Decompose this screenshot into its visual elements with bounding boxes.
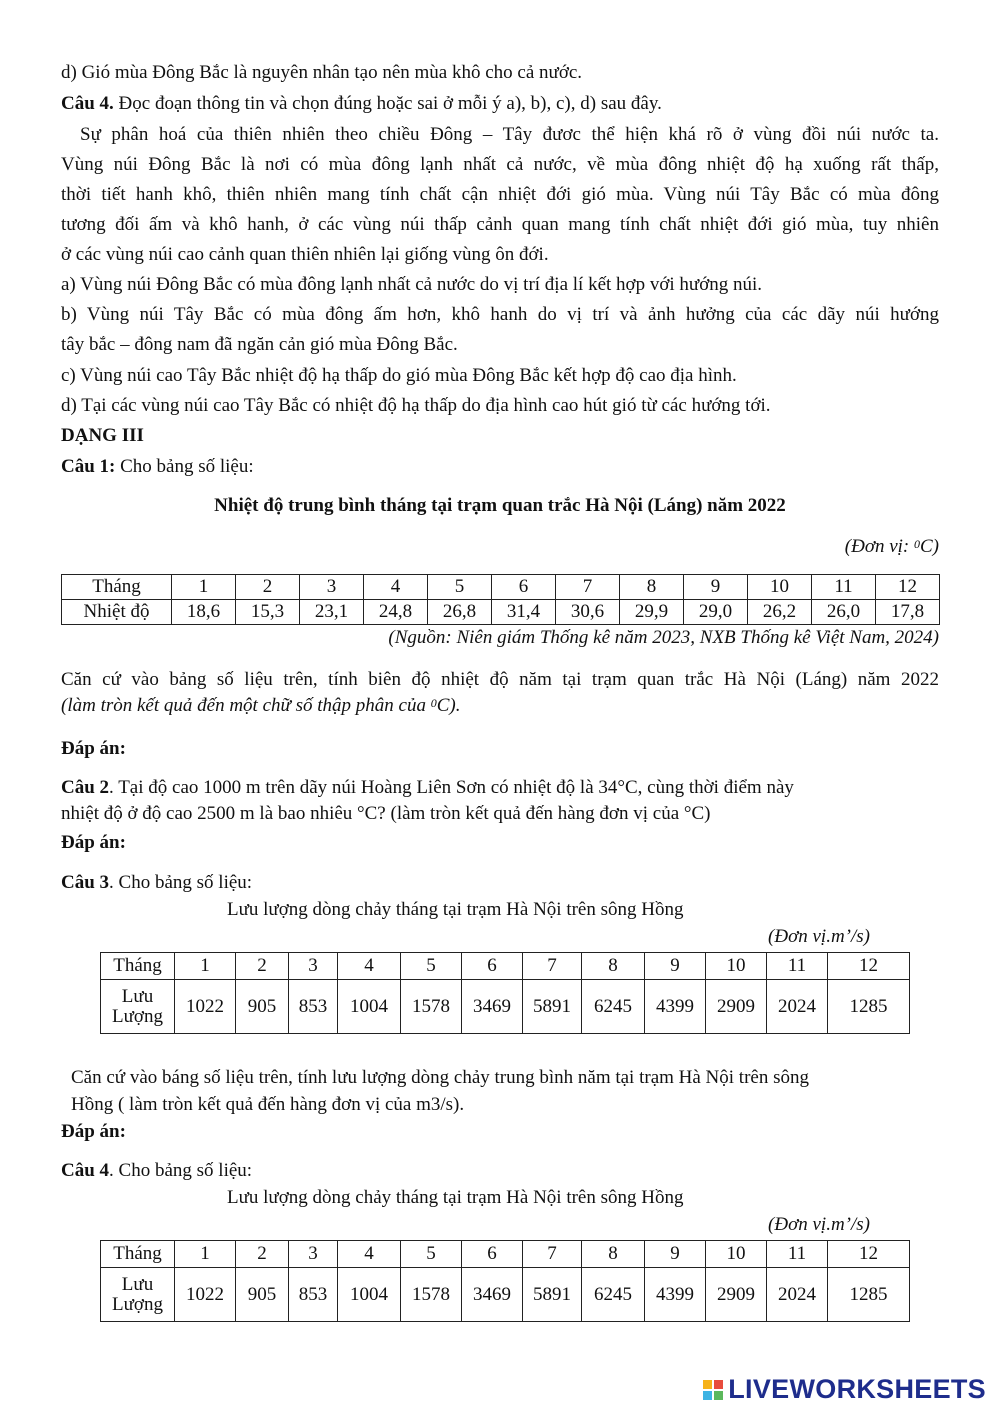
table-4-value: 2909	[706, 1268, 767, 1322]
question-4-label: Câu 4.	[61, 93, 114, 114]
question-4b-intro: . Cho bảng số liệu:	[109, 1160, 253, 1181]
question-1-text-sup: 0	[430, 696, 437, 710]
paragraph-line-1: Sự phân hoá của thiên nhiên theo chiều Đông – Tây đươc thể hiện khá rõ ở vùng đồi núi nước ta.	[80, 124, 939, 145]
table-1-title: Nhiệt độ trung bình tháng tại trạm quan trắc Hà Nội (Láng) năm 2022	[214, 495, 786, 516]
table-4-month: 2	[236, 1241, 289, 1268]
table-4-value: 1578	[401, 1268, 462, 1322]
table-4-month: 10	[706, 1241, 767, 1268]
table-1-month: 7	[556, 575, 620, 600]
table-1-source: (Nguồn: Niên giám Thống kê năm 2023, NXB Thống kê Việt Nam, 2024)	[388, 627, 939, 648]
table-3-title: Lưu lượng dòng chảy tháng tại trạm Hà Nội trên sông Hồng	[227, 899, 684, 920]
question-2-line-2: nhiệt độ ở độ cao 2500 m là bao nhiêu °C? (làm tròn kết quả đến hàng đơn vị của °C)	[61, 803, 711, 824]
table-4-header-row	[101, 1241, 910, 1268]
table-3-unit: (Đơn vị.m’/s)	[768, 926, 870, 947]
table-4-month: 7	[523, 1241, 582, 1268]
table-4-month: 9	[645, 1241, 706, 1268]
question-1-answer-label: Đáp án:	[61, 738, 126, 759]
table-4-row-label-2: Lượng	[112, 1293, 163, 1315]
question-2-line-1	[61, 777, 794, 799]
table-1-value: 18,6	[172, 600, 236, 625]
question-3-intro: . Cho bảng số liệu:	[109, 872, 253, 893]
table-1-month: 2	[236, 575, 300, 600]
table-3-month: 1	[175, 953, 236, 980]
table-1-month: 12	[876, 575, 940, 600]
table-3-value: 4399	[645, 980, 706, 1034]
table-3-value: 905	[236, 980, 289, 1034]
table-3-value: 2909	[706, 980, 767, 1034]
table-1-month: 9	[684, 575, 748, 600]
table-1-month: 3	[300, 575, 364, 600]
table-3-month: 4	[338, 953, 401, 980]
table-3-value: 6245	[582, 980, 645, 1034]
question-2-label: Câu 2	[61, 777, 110, 798]
question-1-heading	[61, 456, 254, 478]
table-4-row-label-1: Lưu	[121, 1273, 154, 1295]
table-3-value: 1285	[828, 980, 910, 1034]
question-2-answer-label: Đáp án:	[61, 832, 126, 853]
question-4-heading	[61, 93, 662, 115]
table-1-month: 8	[620, 575, 684, 600]
question-3-heading	[61, 872, 252, 894]
table-4-month: 4	[338, 1241, 401, 1268]
table-3-value-row	[101, 980, 910, 1034]
temperature-table	[61, 574, 940, 625]
logo-mark-icon	[703, 1380, 723, 1400]
table-1-unit-prefix: (Đơn vị:	[844, 536, 914, 557]
table-3-row-label-1: Lưu	[121, 985, 154, 1007]
logo-square	[714, 1380, 723, 1389]
question-4-instruction: Đọc đoạn thông tin và chọn đúng hoặc sai ở mỗi ý a), b), c), d) sau đây.	[113, 93, 662, 114]
table-1-value: 15,3	[236, 600, 300, 625]
table-4-value: 1285	[828, 1268, 910, 1322]
liveworksheets-logo[interactable]	[703, 1374, 986, 1405]
table-1-value: 23,1	[300, 600, 364, 625]
table-1-value: 31,4	[492, 600, 556, 625]
table-1-unit-suffix: C)	[920, 536, 939, 557]
table-3-month: 10	[706, 953, 767, 980]
table-3-value: 3469	[462, 980, 523, 1034]
table-1-row-label: Nhiệt độ	[62, 600, 172, 625]
table-3-month: 9	[645, 953, 706, 980]
table-1-month: 1	[172, 575, 236, 600]
table-3-month: 5	[401, 953, 462, 980]
table-4-value-row	[101, 1268, 910, 1322]
table-4-value: 2024	[767, 1268, 828, 1322]
table-1-unit	[845, 536, 939, 558]
table-3-value: 1578	[401, 980, 462, 1034]
table-3-month: 8	[582, 953, 645, 980]
flow-table-q3	[100, 952, 910, 1034]
question-1-text-2b: C).	[436, 695, 461, 716]
table-4-value: 905	[236, 1268, 289, 1322]
table-1-value: 29,9	[620, 600, 684, 625]
table-1-month: 4	[364, 575, 428, 600]
table-3-value: 1022	[175, 980, 236, 1034]
table-1-header-label: Tháng	[62, 575, 172, 600]
question-3-text-line-1: Căn cứ vào báng số liệu trên, tính lưu lượng dòng chảy trung bình năm tại trạm Hà Nội trên sông	[71, 1067, 809, 1088]
table-1-unit-sup: 0	[914, 537, 920, 551]
table-3-header-label: Tháng	[101, 953, 175, 980]
table-4-value: 6245	[582, 1268, 645, 1322]
table-4-month: 3	[289, 1241, 338, 1268]
flow-table-q4	[100, 1240, 910, 1322]
option-d-prev: d) Gió mùa Đông Bắc là nguyên nhân tạo nên mùa khô cho cả nước.	[61, 62, 583, 83]
statement-c: c) Vùng núi cao Tây Bắc nhiệt độ hạ thấp do gió mùa Đông Bắc kết hợp độ cao địa hình.	[61, 365, 737, 386]
paragraph-line-4: tương đối ấm và khô hanh, ở các vùng núi thấp cảnh quan mang tính chất nhiệt đới gió mùa, tuy nhiên	[61, 214, 939, 235]
table-4-header-label: Tháng	[101, 1241, 175, 1268]
table-3-value: 853	[289, 980, 338, 1034]
question-1-label: Câu 1:	[61, 456, 116, 477]
question-1-text-line-2	[61, 695, 460, 717]
logo-square	[703, 1391, 712, 1400]
table-3-month: 3	[289, 953, 338, 980]
logo-square	[703, 1380, 712, 1389]
table-1-month: 6	[492, 575, 556, 600]
table-1-value: 26,2	[748, 600, 812, 625]
logo-text: LIVEWORKSHEETS	[728, 1374, 986, 1404]
table-1-header-row	[62, 575, 940, 600]
table-4-month: 1	[175, 1241, 236, 1268]
table-4-unit: (Đơn vị.m’/s)	[768, 1214, 870, 1235]
table-1-value: 26,0	[812, 600, 876, 625]
statement-d: d) Tại các vùng núi cao Tây Bắc có nhiệt độ hạ thấp do địa hình cao hút gió từ các hướng tới.	[61, 395, 771, 416]
table-1-value: 30,6	[556, 600, 620, 625]
table-3-header-row	[101, 953, 910, 980]
table-4-value: 5891	[523, 1268, 582, 1322]
question-1-text-line-1: Căn cứ vào bảng số liệu trên, tính biên độ nhiệt độ năm tại trạm quan trắc Hà Nội (Láng) năm 2022	[61, 669, 939, 690]
table-4-month: 11	[767, 1241, 828, 1268]
paragraph-line-2: Vùng núi Đông Bắc là nơi có mùa đông lạnh nhất cả nước, về mùa đông nhiệt độ hạ xuống rất thấp,	[61, 154, 939, 175]
table-3-row-label	[101, 980, 175, 1034]
table-1-value-row	[62, 600, 940, 625]
table-1-value: 17,8	[876, 600, 940, 625]
table-1-value: 29,0	[684, 600, 748, 625]
question-3-label: Câu 3	[61, 872, 110, 893]
section-heading: DẠNG III	[61, 425, 144, 446]
table-4-value: 1022	[175, 1268, 236, 1322]
table-1-month: 10	[748, 575, 812, 600]
logo-square	[714, 1391, 723, 1400]
statement-b-line-2: tây bắc – đông nam đã ngăn cản gió mùa Đông Bắc.	[61, 334, 458, 355]
table-3-month: 12	[828, 953, 910, 980]
table-3-month: 2	[236, 953, 289, 980]
table-3-month: 7	[523, 953, 582, 980]
paragraph-line-3: thời tiết hanh khô, thiên nhiên mang tính chất cận nhiệt đới gió mùa. Vùng núi Tây Bắc có mùa đông	[61, 184, 939, 205]
question-1-intro: Cho bảng số liệu:	[115, 456, 254, 477]
statement-a: a) Vùng núi Đông Bắc có mùa đông lạnh nhất cả nước do vị trí địa lí kết hợp với hướng núi.	[61, 274, 763, 295]
table-4-value: 853	[289, 1268, 338, 1322]
table-1-value: 26,8	[428, 600, 492, 625]
question-1-text-2a: (làm tròn kết quả đến một chữ số thập phân của	[61, 695, 431, 716]
table-1-month: 11	[812, 575, 876, 600]
table-3-month: 6	[462, 953, 523, 980]
statement-b-line-1: b) Vùng núi Tây Bắc có mùa đông ấm hơn, khô hanh do vị trí và ảnh hưởng của các dãy núi hướng	[61, 304, 939, 325]
table-3-value: 1004	[338, 980, 401, 1034]
paragraph-line-5: ở các vùng núi cao cảnh quan thiên nhiên lại giống vùng ôn đới.	[61, 244, 549, 265]
table-4-month: 8	[582, 1241, 645, 1268]
table-4-value: 4399	[645, 1268, 706, 1322]
table-4-value: 1004	[338, 1268, 401, 1322]
table-3-value: 5891	[523, 980, 582, 1034]
question-3-answer-label: Đáp án:	[61, 1121, 126, 1142]
table-4-value: 3469	[462, 1268, 523, 1322]
table-3-row-label-2: Lượng	[112, 1005, 163, 1027]
table-4-month: 5	[401, 1241, 462, 1268]
question-4b-label: Câu 4	[61, 1160, 110, 1181]
table-4-title: Lưu lượng dòng chảy tháng tại trạm Hà Nội trên sông Hồng	[227, 1187, 684, 1208]
question-3-text-line-2: Hồng ( làm tròn kết quả đến hàng đơn vị của m3/s).	[71, 1094, 465, 1115]
table-3-month: 11	[767, 953, 828, 980]
table-4-row-label	[101, 1268, 175, 1322]
table-3-value: 2024	[767, 980, 828, 1034]
table-4-month: 6	[462, 1241, 523, 1268]
table-4-month: 12	[828, 1241, 910, 1268]
table-1-month: 5	[428, 575, 492, 600]
question-2-text-1: . Tại độ cao 1000 m trên dãy núi Hoàng Liên Sơn có nhiệt độ là 34°C, cùng thời điểm này	[109, 777, 794, 798]
question-4b-heading	[61, 1160, 252, 1182]
table-1-value: 24,8	[364, 600, 428, 625]
